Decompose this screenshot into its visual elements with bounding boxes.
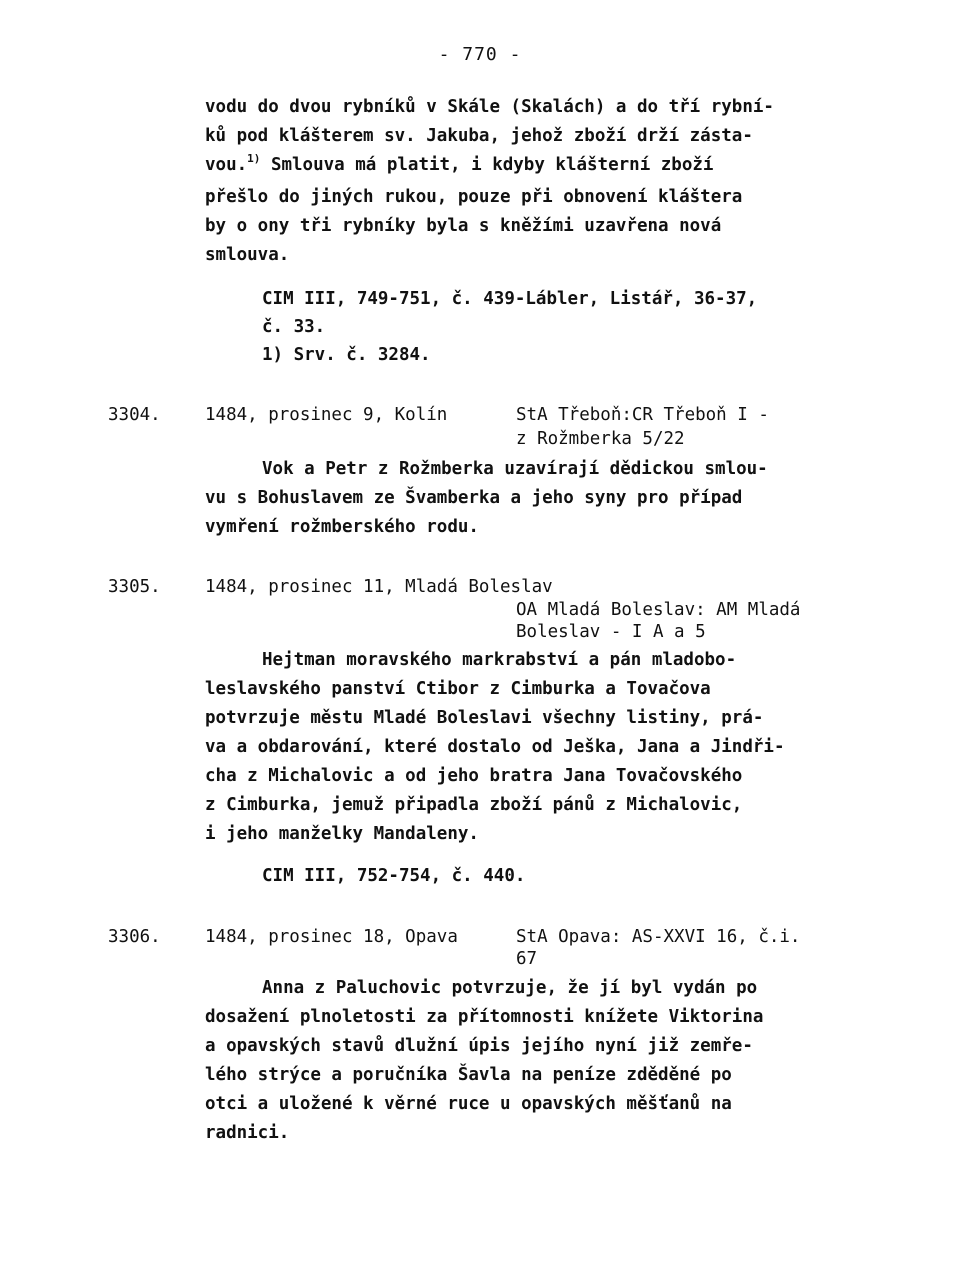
- text-line: ků pod klášterem sv. Jakuba, jehož zboží drží zásta-: [205, 126, 753, 146]
- text-line: leslavského panství Ctibor z Cimburka a Tovačova: [205, 679, 711, 699]
- footnote-ref: 1): [247, 152, 261, 165]
- text-line: vu s Bohuslavem ze Švamberka a jeho syny pro případ: [205, 488, 743, 508]
- text-line: potvrzuje městu Mladé Boleslavi všechny listiny, prá-: [205, 708, 764, 728]
- text-span: vou.: [205, 155, 248, 175]
- entry-date-place: 1484, prosinec 9, Kolín: [205, 405, 448, 425]
- text-line: smlouva.: [205, 245, 290, 265]
- text-line: z Cimburka, jemuž připadla zboží pánů z Michalovic,: [205, 795, 743, 815]
- entry-number: 3305.: [108, 577, 161, 597]
- text-line: otci a uložené k věrné ruce u opavských měšťanů na: [205, 1094, 732, 1114]
- text-line: přešlo do jiných rukou, pouze při obnovení kláštera: [205, 187, 743, 207]
- archive-line: Boleslav - I A a 5: [516, 622, 706, 642]
- source-line: č. 33.: [262, 317, 326, 337]
- archive-line: StA Opava: AS-XXVI 16, č.i.: [516, 927, 801, 947]
- text-line: radnici.: [205, 1123, 290, 1143]
- text-line: Vok a Petr z Rožmberka uzavírají dědickou smlou-: [262, 459, 768, 479]
- text-line: by o ony tři rybníky byla s kněžími uzavřena nová: [205, 216, 722, 236]
- entry-date-place: 1484, prosinec 11, Mladá Boleslav: [205, 577, 553, 597]
- text-span: Smlouva má platit, i kdyby klášterní zboží: [260, 155, 714, 175]
- text-line: va a obdarování, které dostalo od Ješka, Jana a Jindři-: [205, 737, 785, 757]
- entry-date-place: 1484, prosinec 18, Opava: [205, 927, 458, 947]
- text-line: vodu do dvou rybníků v Skále (Skalách) a do tří rybní-: [205, 97, 774, 117]
- source-line: CIM III, 749-751, č. 439-Lábler, Listář, 36-37,: [262, 289, 758, 309]
- text-line: dosažení plnoletosti za přítomnosti knížete Viktorina: [205, 1007, 764, 1027]
- text-line: lého strýce a poručníka Šavla na peníze zděděné po: [205, 1065, 732, 1085]
- archive-line: StA Třeboň:CR Třeboň I -: [516, 405, 769, 425]
- archive-line: OA Mladá Boleslav: AM Mladá: [516, 600, 801, 620]
- text-line: Anna z Paluchovic potvrzuje, že jí byl vydán po: [262, 978, 758, 998]
- archive-line: 67: [516, 949, 538, 969]
- text-line: Hejtman moravského markrabství a pán mladobo-: [262, 650, 737, 670]
- entry-number: 3306.: [108, 927, 161, 947]
- text-line: cha z Michalovic a od jeho bratra Jana Tovačovského: [205, 766, 743, 786]
- footnote-line: 1) Srv. č. 3284.: [262, 345, 431, 365]
- entry-number: 3304.: [108, 405, 161, 425]
- text-line: a opavských stavů dlužní úpis jejího nyní již zemře-: [205, 1036, 753, 1056]
- archive-line: z Rožmberka 5/22: [516, 429, 685, 449]
- source-line: CIM III, 752-754, č. 440.: [262, 866, 526, 886]
- page-number: - 770 -: [438, 44, 522, 65]
- text-line: i jeho manželky Mandaleny.: [205, 824, 479, 844]
- text-line: vymření rožmberského rodu.: [205, 517, 479, 537]
- text-line: [205, 152, 713, 178]
